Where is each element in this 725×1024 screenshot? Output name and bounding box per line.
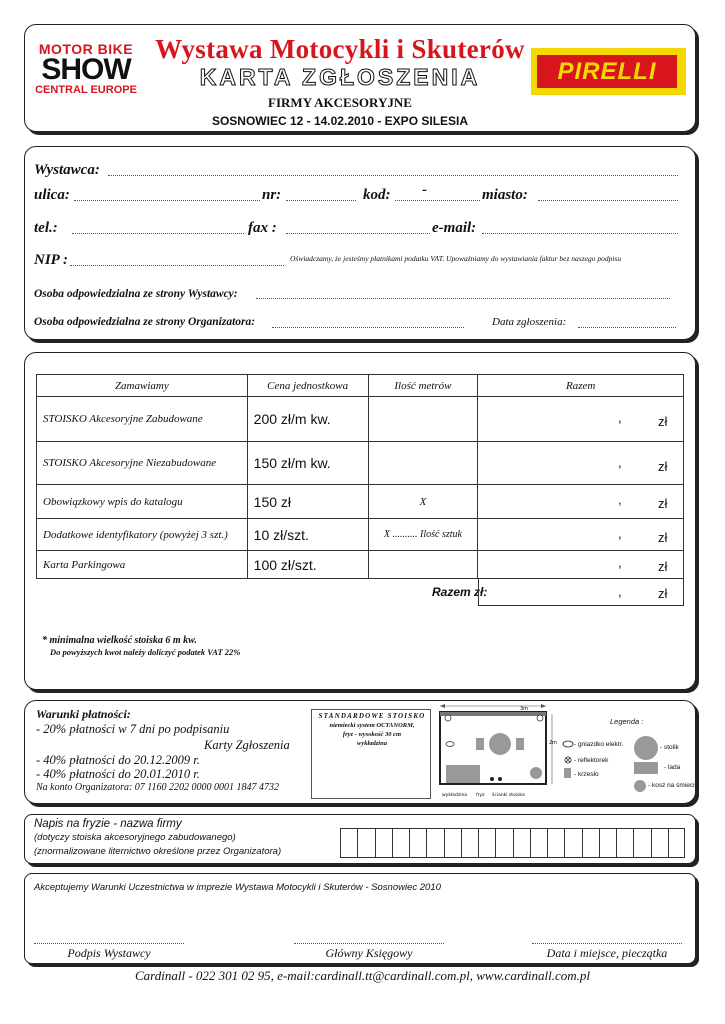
arrow-left-icon (440, 704, 445, 708)
table-row (37, 519, 684, 551)
header-item: Zamawiamy (37, 375, 248, 397)
city-label: miasto: (482, 187, 528, 203)
fryz-letter-divider (564, 828, 565, 858)
fryz-letter-divider (547, 828, 548, 858)
vat-statement: Oświadczamy, że jesteśmy płatnikami podatku VAT. Upoważniamy do wystawiania faktur bez naszego podpisu (290, 254, 622, 263)
row-price: 150 zł (247, 485, 368, 519)
event-info: SOSNOWIEC 12 - 14.02.2010 - EXPO SILESIA (211, 114, 469, 128)
footer-contact: Cardinall - 022 301 02 95, e-mail:cardinall.tt@cardinall.com.pl, www.cardinall.com.pl (134, 968, 591, 983)
form-subtitle: KARTA ZGŁOSZENIA (199, 64, 481, 90)
row-item: Dodatkowe identyfikatory (powyżej 3 szt.) (37, 519, 248, 551)
order-table (36, 374, 684, 579)
table-row (37, 397, 684, 442)
spotlight-icon (498, 777, 502, 781)
fryz-letter-divider (633, 828, 634, 858)
bank-account: Na konto Organizatora: 07 1160 2202 0000 0001 1847 4732 (36, 782, 280, 793)
bin-icon (530, 767, 542, 779)
row-currency: zł (658, 530, 668, 545)
stand-title: STANDARDOWE STOISKO (318, 712, 426, 720)
row-currency: zł (658, 496, 668, 511)
spotlight-icon (537, 715, 543, 721)
stand-line3: wykładzina (357, 740, 387, 747)
row-currency: zł (658, 459, 668, 474)
fryz-letter-divider (599, 828, 600, 858)
row-price: 200 zł/m kw. (247, 397, 368, 442)
fryz-letter-divider (392, 828, 393, 858)
row-currency: zł (658, 414, 668, 429)
legend-title: Legenda : (610, 717, 644, 726)
table-row (37, 551, 684, 579)
signature-accountant-label: Główny Księgowy (325, 946, 413, 960)
email-field[interactable] (482, 224, 678, 234)
fryz-letter-divider (668, 828, 669, 858)
row-qty[interactable] (368, 442, 478, 485)
nip-label: NIP : (34, 252, 69, 268)
payment-line3: - 40% płatności do 20.12.2009 r. (36, 753, 200, 767)
chair-icon (516, 738, 524, 750)
nip-field[interactable] (70, 256, 284, 266)
chair-icon (476, 738, 484, 750)
row-currency: zł (658, 559, 668, 574)
table-row (37, 485, 684, 519)
legend-spotlight: - reflektorek (574, 757, 609, 764)
fryz-letter-divider (461, 828, 462, 858)
row-item: Obowiązkowy wpis do katalogu (37, 485, 248, 519)
row-total[interactable] (478, 485, 684, 519)
acceptance-text: Akceptujemy Warunki Uczestnictwa w imprezie Wystawa Motocykli i Skuterów - Sosnowiec 2010 (34, 882, 441, 893)
row-total[interactable] (478, 397, 684, 442)
table-row (37, 442, 684, 485)
fryz-line1: (dotyczy stoiska akcesoryjnego zabudowanego) (34, 832, 236, 843)
stand-line1: niemiecki system OCTANORM, (329, 722, 415, 729)
number-field[interactable] (286, 191, 356, 201)
payment-line1: - 20% płatności w 7 dni po podpisaniu (36, 722, 230, 736)
motor-bike-show-logo (30, 42, 142, 100)
total-comma: , (618, 584, 622, 599)
pirelli-logo (531, 48, 686, 95)
organizer-contact-label: Osoba odpowiedzialna ze strony Organizatora: (34, 316, 256, 328)
legend-bin-icon (634, 780, 646, 792)
fryz-letter-divider (478, 828, 479, 858)
postcode-dash: - (422, 182, 427, 198)
total-label: Razem zł: (432, 585, 488, 599)
fryz-label: fryz (476, 793, 485, 798)
email-label: e-mail: (432, 220, 477, 236)
row-comma: , (618, 526, 622, 541)
signature-accountant-field[interactable] (294, 940, 444, 944)
fryz-letter-divider (582, 828, 583, 858)
dimension-top: 3m (520, 706, 529, 712)
number-label: nr: (262, 187, 282, 203)
socket-icon (563, 741, 573, 747)
legend-table: - stolik (660, 744, 679, 751)
phone-label: tel.: (34, 220, 58, 236)
legend-bin: - kosz na śmieci (648, 782, 695, 789)
stand-line2: fryz - wysokość 30 cm (342, 731, 402, 738)
postcode-field[interactable] (395, 191, 480, 201)
fryz-letter-divider (409, 828, 410, 858)
legend-table-icon (634, 736, 658, 760)
stand-diagram (436, 702, 556, 800)
postcode-label: kod: (363, 187, 391, 203)
legend-socket: - gniazdko elektr. (574, 741, 624, 748)
fax-label: fax : (248, 220, 277, 236)
fryz-letter-divider (530, 828, 531, 858)
row-total[interactable] (478, 519, 684, 551)
pirelli-logo-text: PIRELLI (537, 55, 677, 88)
row-comma: , (618, 492, 622, 507)
payment-line4: - 40% płatności do 20.01.2010 r. (36, 767, 200, 781)
organizer-contact-field[interactable] (272, 318, 464, 328)
floor-label: wykładzina (442, 793, 468, 798)
total-box[interactable] (478, 578, 684, 606)
header-price: Cena jednostkowa (247, 375, 368, 397)
spotlight-icon (445, 715, 451, 721)
legend-counter-icon (634, 762, 658, 774)
row-item: STOISKO Akcesoryjne Niezabudowane (37, 442, 248, 485)
row-item: Karta Parkingowa (37, 551, 248, 579)
row-price: 100 zł/szt. (247, 551, 368, 579)
fryz-letter-divider (444, 828, 445, 858)
logo-central-europe: CENTRAL EUROPE (35, 84, 137, 96)
fryz-letter-divider (357, 828, 358, 858)
arrow-right-icon (541, 704, 546, 708)
signature-exhibitor-field[interactable] (34, 940, 184, 944)
header-qty: Ilość metrów (368, 375, 478, 397)
street-field[interactable] (74, 191, 260, 201)
table-icon (489, 733, 511, 755)
chair-icon (564, 768, 571, 778)
logo-motor-bike: MOTOR BIKE (38, 41, 134, 57)
legend-chair: - krzesło (574, 771, 599, 778)
page-title: Wystawa Motocykli i Skuterów (155, 34, 525, 64)
fryz-strip (440, 712, 546, 716)
payment-title: Warunki płatności: (36, 707, 131, 721)
legend-counter: - lada (664, 764, 681, 771)
fryz-letter-divider (495, 828, 496, 858)
order-header-row (37, 375, 684, 397)
counter-icon (446, 765, 480, 783)
exhibitor-field[interactable] (108, 166, 678, 176)
fryz-letter-divider (426, 828, 427, 858)
row-comma: , (618, 555, 622, 570)
note-minimum-size: * minimalna wielkość stoiska 6 m kw. (42, 635, 197, 646)
row-qty[interactable]: X .......... Ilość sztuk (368, 519, 478, 551)
payment-line2: Karty Zgłoszenia (204, 738, 290, 752)
fryz-letter-divider (616, 828, 617, 858)
exhibitor-contact-label: Osoba odpowiedzialna ze strony Wystawcy: (34, 288, 238, 300)
signature-date-field[interactable] (532, 940, 682, 944)
total-currency: zł (658, 586, 668, 601)
fryz-line2: (znormalizowane liternictwo określone przez Organizatora) (34, 846, 282, 857)
row-price: 10 zł/szt. (247, 519, 368, 551)
logo-show: SHOW (41, 53, 131, 86)
date-label: Data zgłoszenia: (492, 316, 567, 328)
fryz-letter-divider (375, 828, 376, 858)
row-qty[interactable] (368, 551, 478, 579)
row-price: 150 zł/m kw. (247, 442, 368, 485)
fryz-letter-divider (513, 828, 514, 858)
signature-date-label: Data i miejsce, pieczątka (546, 946, 668, 960)
header-total: Razem (478, 375, 684, 397)
spotlight-icon (490, 777, 494, 781)
signature-exhibitor-label: Podpis Wystawcy (67, 946, 151, 960)
form-category: FIRMY AKCESORYJNE (268, 95, 412, 110)
fryz-letter-divider (651, 828, 652, 858)
wall-label: ścianki stoiska (492, 793, 525, 798)
note-vat: Do powyższych kwot należy doliczyć podatek VAT 22% (50, 647, 241, 657)
street-label: ulica: (34, 187, 70, 203)
date-field[interactable] (578, 318, 676, 328)
socket-icon (446, 742, 454, 747)
row-qty: X (368, 485, 478, 519)
row-item: STOISKO Akcesoryjne Zabudowane (37, 397, 248, 442)
dimension-side: 2m (549, 740, 558, 746)
row-comma: , (618, 455, 622, 470)
row-total[interactable] (478, 442, 684, 485)
phone-field[interactable] (72, 224, 244, 234)
fryz-title: Napis na fryzie - nazwa firmy (34, 818, 182, 830)
fax-field[interactable] (286, 224, 430, 234)
row-total[interactable] (478, 551, 684, 579)
exhibitor-label: Wystawca: (34, 162, 100, 178)
row-qty[interactable] (368, 397, 478, 442)
exhibitor-contact-field[interactable] (256, 289, 670, 299)
city-field[interactable] (538, 191, 678, 201)
row-comma: , (618, 410, 622, 425)
